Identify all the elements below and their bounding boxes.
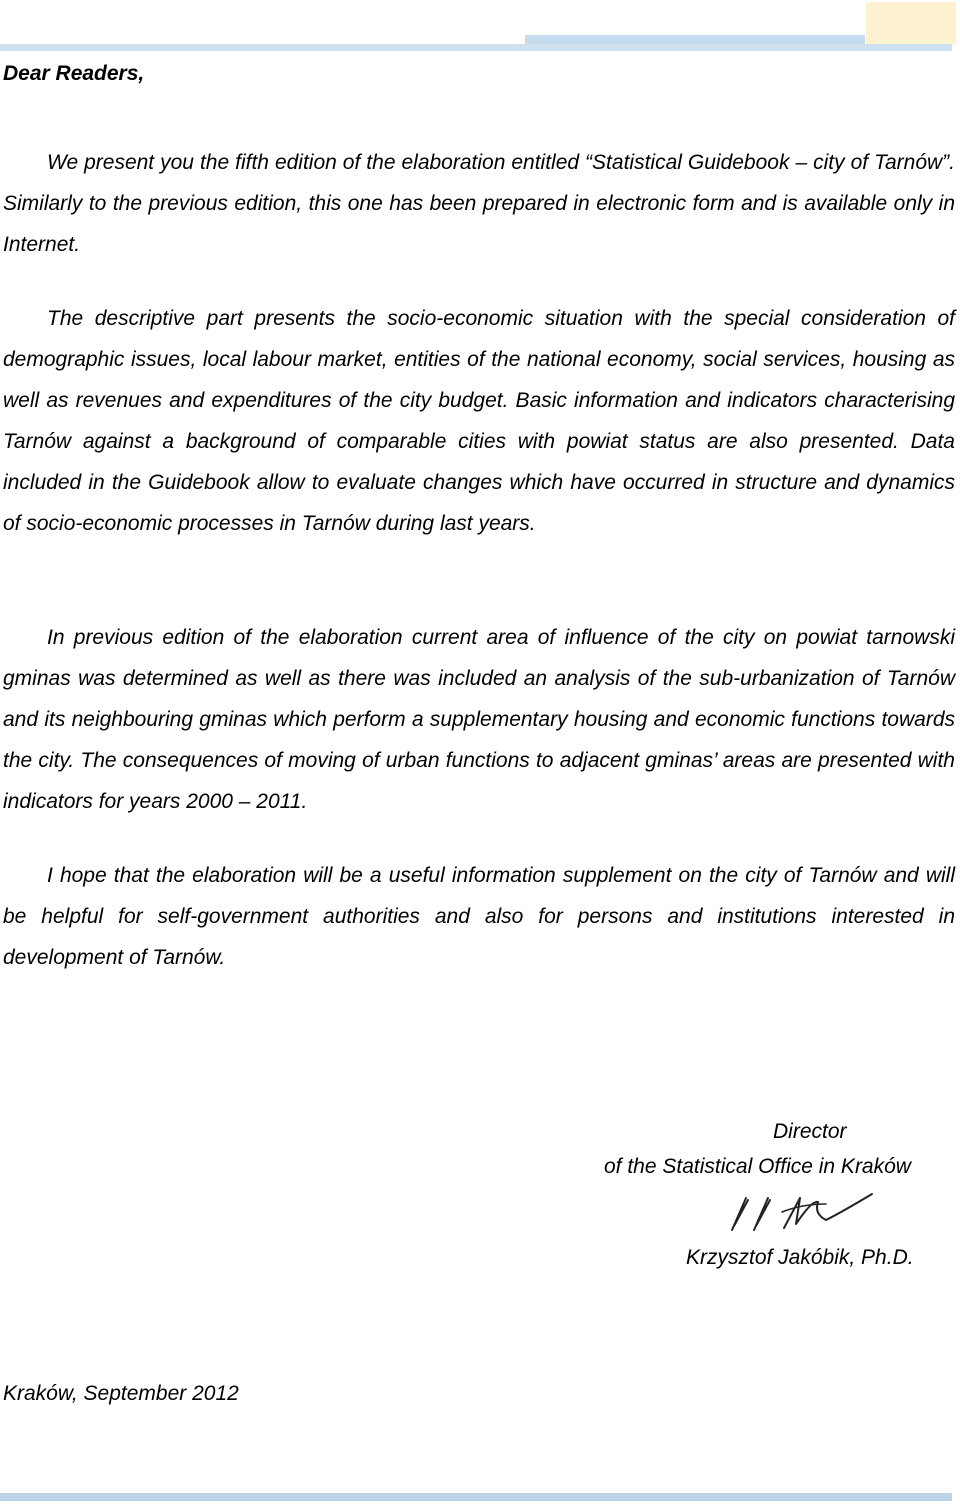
signer-name: Krzysztof Jakóbik, Ph.D.	[686, 1246, 914, 1269]
letter-greeting: Dear Readers,	[3, 62, 145, 85]
letter-paragraph-2: The descriptive part presents the socio-economic situation with the special consideration of demographic issues, local labour market, entities of the national economy, social services, housing as well as revenues and expenditures of the city budget. Basic information and indicators characterising Tarnów against a background of comparable cities with powiat status are also presented. Data included in the Guidebook allow to evaluate changes which have occurred in structure and dynamics of socio-economic processes in Tarnów during last years.	[3, 307, 955, 535]
signer-office: of the Statistical Office in Kraków	[604, 1155, 911, 1178]
signer-role: Director	[773, 1120, 847, 1143]
place-and-date: Kraków, September 2012	[3, 1382, 239, 1405]
handwritten-signature	[722, 1190, 882, 1235]
header-rule	[0, 44, 952, 51]
footer-rule	[0, 1493, 952, 1501]
header-corner-decoration	[866, 2, 956, 45]
letter-paragraph-1: We present you the fifth edition of the elaboration entitled “Statistical Guidebook – city of Tarnów”. Similarly to the previous edition, this one has been prepared in electronic form and is available only in Internet.	[3, 151, 955, 256]
letter-paragraph-4: I hope that the elaboration will be a useful information supplement on the city of Tarnów and will be helpful for self-government authorities and also for persons and institutions interested in development of Tarnów.	[3, 864, 955, 969]
letter-paragraph-3: In previous edition of the elaboration current area of influence of the city on powiat tarnowski gminas was determined as well as there was included an analysis of the sub-urbanization of Tarnów and its neighbouring gminas which perform a supplementary housing and economic functions towards the city. The consequences of moving of urban functions to adjacent gminas’ areas are presented with indicators for years 2000 – 2011.	[3, 626, 955, 813]
